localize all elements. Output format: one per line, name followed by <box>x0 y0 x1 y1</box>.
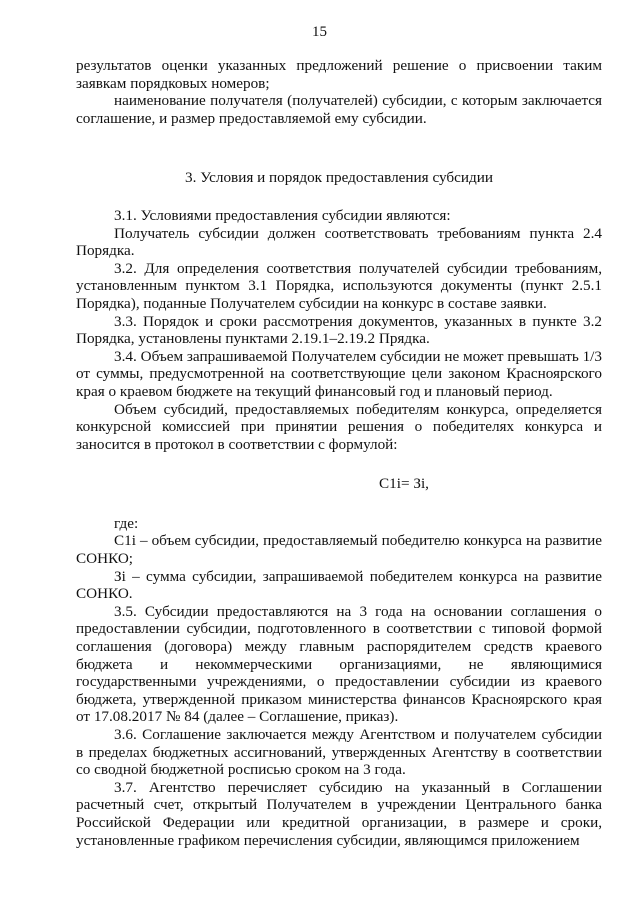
section-title: 3. Условия и порядок предоставления субсидии <box>185 169 493 187</box>
paragraph-3-4-volume: Объем субсидий, предоставляемых победителям конкурса, определяется конкурсной комиссией при принятии решения о победителях конкурса и заносится в протокол в соответствии с формулой: <box>76 400 602 453</box>
paragraph-3-6: 3.6. Соглашение заключается между Агентством и получателем субсидии в пределах бюджетных ассигнований, утвержденных Агентству в соответствии со сводной бюджетной росписью сроком на 3 года. <box>76 726 602 779</box>
paragraph-3-7: 3.7. Агентство перечисляет субсидию на указанный в Соглашении расчетный счет, открытый Получателем в учреждении Центрального банка Российской Федерации или кредитной организации, в размере и сроки, установленные графиком перечисления субсидии, являющимся приложением <box>76 778 602 849</box>
paragraph-3-3: 3.3. Порядок и сроки рассмотрения документов, указанных в пункте 3.2 Порядка, установлены пунктами 2.19.1–2.19.2 Прядка. <box>76 312 602 348</box>
paragraph-3-2: 3.2. Для определения соответствия получателей субсидии требованиям, установленным пунктом 3.1 Порядка, используются документы (пункт 2.5.1 Порядка), поданные Получателем субсидии на конкурс в составе заявки. <box>76 259 602 312</box>
paragraph-3-4: 3.4. Объем запрашиваемой Получателем субсидии не может превышать 1/3 от суммы, предусмотренной на соответствующие цели законом Красноярского края о краевом бюджете на текущий финансовый год и плановый период. <box>76 347 602 400</box>
formula-definition-c1i: С1i – объем субсидии, предоставляемый победителю конкурса на развитие СОНКО; <box>76 532 602 568</box>
paragraph-3-1-requirement: Получатель субсидии должен соответствовать требованиям пункта 2.4 Порядка. <box>76 224 602 260</box>
formula: С1i= Зi, <box>379 475 429 493</box>
paragraph-recipient-name: наименование получателя (получателей) субсидии, с которым заключается соглашение, и размер предоставляемой ему субсидии. <box>76 92 602 127</box>
document-body <box>76 57 602 849</box>
paragraph-3-5: 3.5. Субсидии предоставляются на 3 года на основании соглашения о предоставлении субсидии, подготовленного в соответствии с типовой формой соглашения (договора) между главным распорядителем средств краевого бюджета и некоммерческими организациями, не являющимися государственными учреждениями, о предоставлении субсидии из краевого бюджета, утвержденной приказом министерства финансов Красноярского края от 17.08.2017 № 84 (далее – Соглашение, приказ). <box>76 602 602 726</box>
formula-where-label: где: <box>114 514 139 532</box>
page-number: 15 <box>312 24 327 40</box>
formula-definition-zi: Зi – сумма субсидии, запрашиваемой победителем конкурса на развитие СОНКО. <box>76 567 602 603</box>
paragraph-continuation: результатов оценки указанных предложений решение о присвоении таким заявкам порядковых номеров; <box>76 57 602 92</box>
paragraph-3-1: 3.1. Условиями предоставления субсидии являются: <box>114 206 451 224</box>
